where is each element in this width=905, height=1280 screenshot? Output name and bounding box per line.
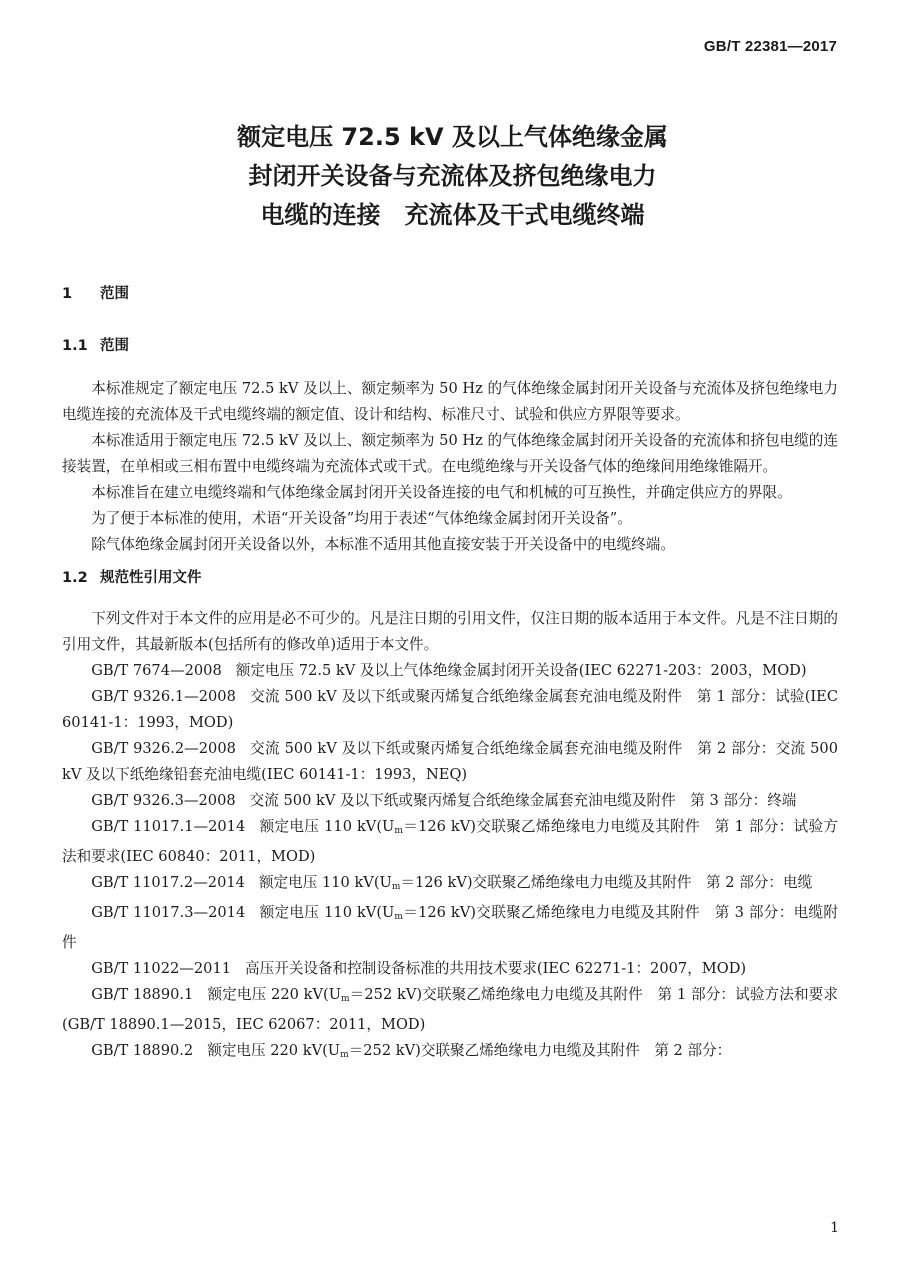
section-1-2-heading [62,566,838,590]
title-line-2: 封闭开关设备与充流体及挤包绝缘电力 [248,162,657,190]
document-title [0,118,905,235]
title-line-1: 额定电压 72.5 kV 及以上气体绝缘金属 [237,123,668,151]
reference-title: 交流 500 kV 及以下纸或聚丙烯复合纸绝缘金属套充油电缆及附件 第 2 部分：交流 500 kV 及以下纸绝缘铅套充油电缆(IEC 60141-1：1993，NEQ) [62,740,838,783]
section-number: 1.2 [62,570,88,586]
reference-code: GB/T 9326.1—2008 [91,688,236,705]
reference-item [62,814,838,870]
reference-code: GB/T 18890.1 [91,986,194,1003]
subscript: m [340,1050,349,1060]
reference-item [62,1038,838,1068]
section-number: 1.1 [62,338,88,354]
reference-code: GB/T 11022—2011 [91,960,232,977]
normative-references-list [62,658,838,1068]
reference-item [62,956,838,982]
reference-title-continued: ＝126 kV)交联聚乙烯绝缘电力电缆及其附件 第 1 部分：试验方法和要求(IEC 60840：2011，MOD) [62,818,839,865]
paragraph: 本标准旨在建立电缆终端和气体绝缘金属封闭开关设备连接的电气和机械的可互换性，并确定供应方的界限。 [91,484,792,501]
reference-title-continued: ＝126 kV)交联聚乙烯绝缘电力电缆及其附件 第 3 部分：电缆附件 [62,904,839,951]
reference-title: 交流 500 kV 及以下纸或聚丙烯复合纸绝缘金属套充油电缆及附件 第 1 部分：试验(IEC 60141-1：1993，MOD) [62,688,838,731]
paragraph: 为了便于本标准的使用，术语“开关设备”均用于表述“气体绝缘金属封闭开关设备”。 [91,510,632,527]
subscript: m [391,882,401,892]
reference-item [62,658,838,684]
reference-item [62,900,838,956]
reference-code: GB/T 9326.2—2008 [91,740,236,757]
reference-title: 交流 500 kV 及以下纸或聚丙烯复合纸绝缘金属套充油电缆及附件 第 3 部分：终端 [249,792,797,809]
reference-item [62,736,838,788]
section-number: 1 [62,286,73,302]
reference-title-continued: ＝126 kV)交联聚乙烯绝缘电力电缆及其附件 第 2 部分：电缆 [400,874,813,891]
reference-item [62,982,838,1038]
reference-code: GB/T 11017.2—2014 [91,874,245,891]
reference-code: GB/T 9326.3—2008 [91,792,236,809]
reference-title: 额定电压 110 kV(U [259,904,395,921]
page-number: 1 [830,1220,839,1236]
reference-title: 额定电压 220 kV(U [207,1042,341,1059]
reference-title-continued: ＝252 kV)交联聚乙烯绝缘电力电缆及其附件 第 2 部分： [348,1042,732,1059]
subscript: m [394,912,403,922]
reference-title-continued: ＝252 kV)交联聚乙烯绝缘电力电缆及其附件 第 1 部分：试验方法和要求(GB/T 18890.1—2015，IEC 62067：2011，MOD) [62,986,838,1033]
reference-item [62,870,838,900]
paragraph: 本标准规定了额定电压 72.5 kV 及以上、额定频率为 50 Hz 的气体绝缘金属封闭开关设备与充流体及挤包绝缘电力电缆连接的充流体及干式电缆终端的额定值、设计和结构、标准尺寸、试验和供应方界限等要求。 [62,380,838,423]
reference-code: GB/T 7674—2008 [91,662,222,679]
section-title: 范围 [100,338,129,354]
paragraph: 除气体绝缘金属封闭开关设备以外，本标准不适用其他直接安装于开关设备中的电缆终端。 [91,536,675,553]
reference-title: 额定电压 110 kV(U [258,874,392,891]
reference-title: 高压开关设备和控制设备标准的共用技术要求(IEC 62271-1：2007，MOD) [245,960,747,977]
reference-code: GB/T 11017.1—2014 [91,818,246,835]
references-intro: 下列文件对于本文件的应用是必不可少的。凡是注日期的引用文件，仅注日期的版本适用于本文件。凡是不注日期的引用文件，其最新版本(包括所有的修改单)适用于本文件。 [62,610,838,653]
reference-title: 额定电压 110 kV(U [259,818,395,835]
reference-title: 额定电压 72.5 kV 及以上气体绝缘金属封闭开关设备(IEC 62271-203：2003，MOD) [235,662,807,679]
reference-title: 额定电压 220 kV(U [207,986,342,1003]
document-body [62,282,838,1068]
reference-code: GB/T 18890.2 [91,1042,194,1059]
standard-number: GB/T 22381—2017 [703,38,837,55]
subscript: m [341,994,350,1004]
paragraph: 本标准适用于额定电压 72.5 kV 及以上、额定频率为 50 Hz 的气体绝缘金属封闭开关设备的充流体和挤包电缆的连接装置，在单相或三相布置中电缆终端为充流体式或干式。在电缆绝缘与开关设备气体的绝缘间用绝缘锥隔开。 [62,432,838,475]
section-title: 规范性引用文件 [100,570,202,586]
section-1-1-heading [62,334,838,358]
section-1-heading [62,282,838,306]
section-title: 范围 [100,286,129,302]
title-line-3: 电缆的连接 充流体及干式电缆终端 [260,201,645,229]
reference-item [62,684,838,736]
subscript: m [394,826,403,836]
reference-item [62,788,838,814]
reference-code: GB/T 11017.3—2014 [91,904,246,921]
